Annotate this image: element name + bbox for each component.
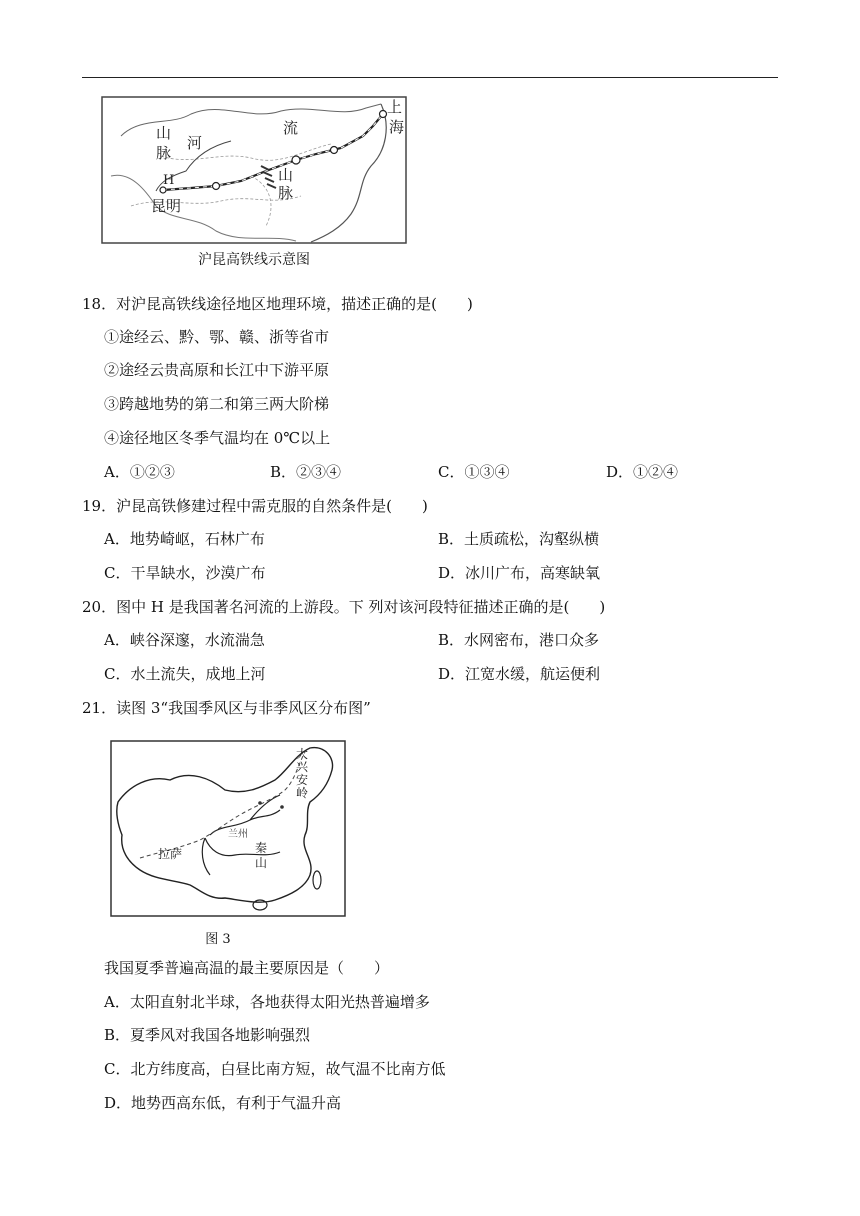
label-shanghai-2: 海 xyxy=(389,118,405,136)
q18-statement-4: ④途径地区冬季气温均在 0℃以上 xyxy=(104,429,331,447)
label-liu: 流 xyxy=(283,119,299,137)
q18-option-b[interactable]: B．②③④ xyxy=(270,463,342,481)
label-daxinganling-4: 岭 xyxy=(296,786,309,800)
hukun-railway-map xyxy=(101,96,407,246)
label-h: H xyxy=(163,173,175,188)
q19-option-d[interactable]: D．冰川广布，高寒缺氧 xyxy=(438,564,601,582)
q19-option-a[interactable]: A．地势崎岖，石林广布 xyxy=(104,530,265,548)
q20-option-d[interactable]: D．江宽水缓，航运便利 xyxy=(438,665,601,683)
label-daxinganling-3: 安 xyxy=(296,773,309,787)
q18-option-c[interactable]: C．①③④ xyxy=(438,463,510,481)
q18-statement-3: ③跨越地势的第二和第三两大阶梯 xyxy=(104,395,330,413)
label-lasa: 拉萨 xyxy=(158,847,183,861)
label-qinshan-2: 山 xyxy=(255,856,268,870)
map1-caption: 沪昆高铁线示意图 xyxy=(198,252,310,268)
q20-option-b[interactable]: B．水网密布，港口众多 xyxy=(438,631,600,649)
label-shan-1: 山 xyxy=(156,124,172,142)
label-kunming: 昆明 xyxy=(151,197,182,215)
q18-stem: 18．对沪昆高铁线途径地区地理环境，描述正确的是( ) xyxy=(82,295,473,313)
q21-option-c[interactable]: C．北方纬度高，白昼比南方短，故气温不比南方低 xyxy=(104,1060,446,1078)
q18-option-a[interactable]: A．①②③ xyxy=(104,463,175,481)
label-daxinganling-1: 大 xyxy=(296,747,309,761)
label-he: 河 xyxy=(187,134,203,152)
monsoon-region-map xyxy=(110,740,346,918)
q21-option-d[interactable]: D．地势西高东低，有利于气温升高 xyxy=(104,1094,342,1112)
label-mai-2: 脉 xyxy=(278,184,294,202)
q18-option-d[interactable]: D．①②④ xyxy=(606,463,679,481)
q21-sub-stem: 我国夏季普遍高温的最主要原因是（ ） xyxy=(104,959,390,977)
header-rule xyxy=(82,77,778,78)
hukun-railway-map-svg xyxy=(101,96,407,246)
label-qinshan-1: 秦 xyxy=(255,841,268,855)
q21-option-b[interactable]: B．夏季风对我国各地影响强烈 xyxy=(104,1026,311,1044)
map2-caption: 图 3 xyxy=(205,932,231,947)
q19-option-b[interactable]: B．土质疏松，沟壑纵横 xyxy=(438,530,600,548)
q20-stem: 20．图中 H 是我国著名河流的上游段。下 列对该河段特征描述正确的是( ) xyxy=(82,598,606,616)
label-shan-2: 山 xyxy=(278,166,294,184)
q18-statement-2: ②途经云贵高原和长江中下游平原 xyxy=(104,361,330,379)
q19-option-c[interactable]: C．干旱缺水，沙漠广布 xyxy=(104,564,266,582)
label-lanzhou: 兰州 xyxy=(228,829,248,840)
q20-option-c[interactable]: C．水土流失，成地上河 xyxy=(104,665,266,683)
q18-statement-1: ①途经云、黔、鄂、赣、浙等省市 xyxy=(104,328,330,346)
label-shanghai-1: 上 xyxy=(387,98,403,116)
q21-stem: 21．读图 3“我国季风区与非季风区分布图” xyxy=(82,699,371,717)
monsoon-region-map-svg xyxy=(110,740,346,918)
label-mai-1: 脉 xyxy=(156,144,172,162)
q19-stem: 19．沪昆高铁修建过程中需克服的自然条件是( ) xyxy=(82,497,428,515)
label-daxinganling-2: 兴 xyxy=(296,760,309,774)
q21-option-a[interactable]: A．太阳直射北半球，各地获得太阳光热普遍增多 xyxy=(104,993,430,1011)
q20-option-a[interactable]: A．峡谷深邃，水流湍急 xyxy=(104,631,265,649)
